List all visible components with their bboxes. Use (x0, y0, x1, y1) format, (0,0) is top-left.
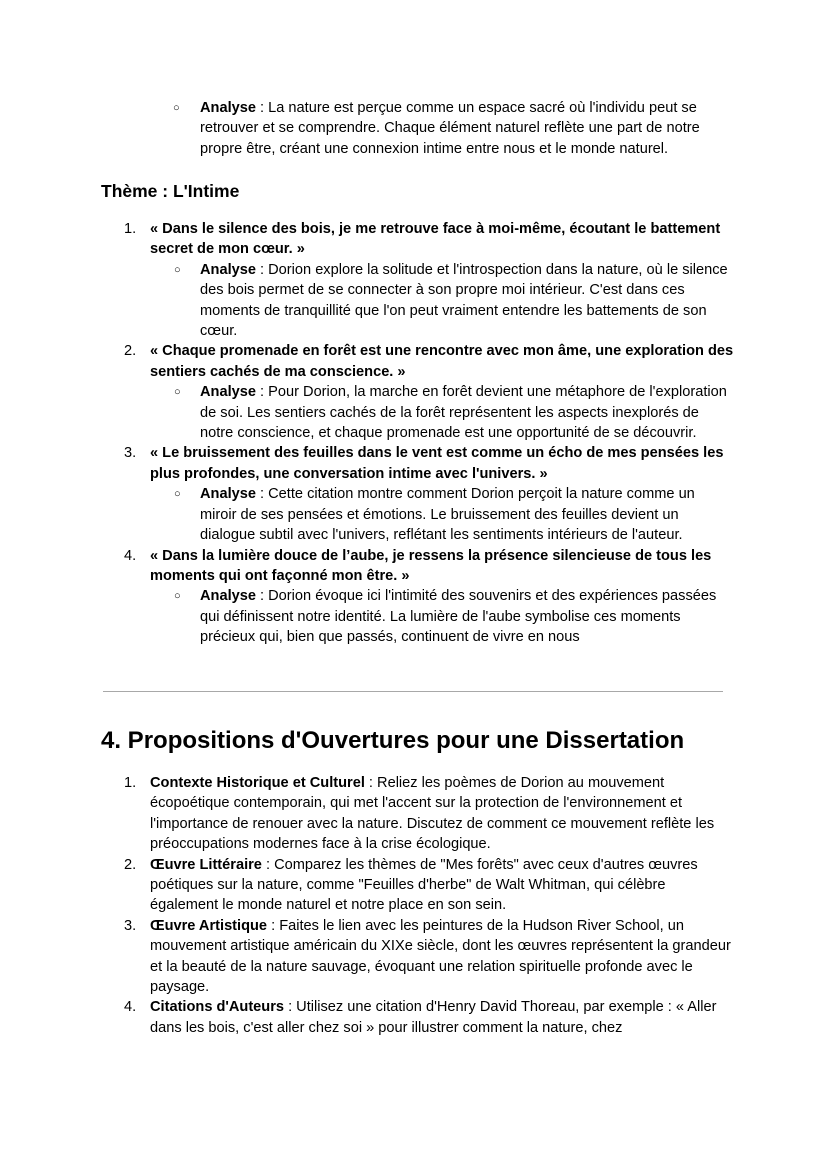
hollow-bullet-icon: ○ (174, 386, 181, 399)
item-label: Œuvre Artistique (150, 917, 268, 934)
list-item (124, 997, 734, 1038)
list-item (124, 855, 734, 916)
theme-quote-list (124, 219, 734, 648)
list-item (124, 219, 734, 341)
quote-text: « Le bruissement des feuilles dans le vent est comme un écho de mes pensées les plus profondes, une conversation intime avec l'univers. » (150, 445, 724, 482)
section-heading: 4. Propositions d'Ouvertures pour une Dissertation (101, 727, 685, 754)
hollow-bullet-icon: ○ (174, 263, 181, 276)
theme-heading: Thème : L'Intime (101, 181, 240, 201)
analysis-label: Analyse (200, 486, 256, 503)
item-number: 3. (124, 445, 137, 462)
analysis-label: Analyse (200, 384, 256, 401)
item-label: Citations d'Auteurs (150, 999, 285, 1016)
item-number: 1. (124, 775, 137, 791)
item-text: : Reliez les poèmes de Dorion au mouvement écopoétique contemporain, qui met l'accent sur la protection de l'environnement et l'importance de renouer avec la nature. Discutez de comment ce mouvement reflète les préoccupations modernes face à la crise écologique. (150, 775, 715, 853)
hollow-bullet-icon: ○ (174, 590, 181, 603)
analysis-body: : La nature est perçue comme un espace sacré où l'individu peut se retrouver et se comprendre. Chaque élément naturel reflète une part de notre propre être, créant une connexion intime entre nous et le monde naturel. (200, 100, 700, 157)
item-text: : Utilisez une citation d'Henry David Thoreau, par exemple : « Aller dans les bois, c'est aller chez soi » pour illustrer comment la nature, chez (150, 999, 717, 1036)
item-number: 2. (124, 343, 137, 360)
item-number: 4. (124, 999, 137, 1016)
item-number: 1. (124, 221, 137, 237)
analysis-bullet (174, 260, 734, 342)
analysis-body: : Dorion explore la solitude et l'introspection dans la nature, où le silence des bois permet de se connecter à son propre moi intérieur. C'est dans ces moments de tranquillité que l'on peut vraiment entendre les battements de son cœur. (200, 261, 728, 340)
list-item (124, 443, 734, 545)
item-label: Œuvre Littéraire (150, 856, 262, 873)
item-label: Contexte Historique et Culturel (150, 775, 365, 791)
item-number: 2. (124, 856, 137, 873)
item-number: 4. (124, 547, 137, 564)
intro-analysis-bullet (173, 98, 733, 159)
analysis-body: : Dorion évoque ici l'intimité des souvenirs et des expériences passées qui définissent notre identité. La lumière de l'aube symbolise ces moments précieux qui, bien que passés, continuent de vivre en nous (200, 588, 717, 646)
list-item (124, 773, 734, 855)
list-item (124, 546, 734, 648)
horizontal-divider (103, 691, 723, 692)
openings-list (124, 773, 734, 1038)
hollow-bullet-icon: ○ (174, 488, 181, 501)
analysis-label: Analyse (200, 100, 256, 116)
list-item (124, 341, 734, 443)
item-text: : Faites le lien avec les peintures de la Hudson River School, un mouvement artistique américain du XIXe siècle, dont les œuvres représentent la grandeur et la beauté de la nature sauvage, évoquant une relation spirituelle profonde avec le paysage. (150, 917, 731, 996)
hollow-bullet-icon: ○ (173, 102, 180, 114)
item-text: : Comparez les thèmes de "Mes forêts" avec ceux d'autres œuvres poétiques sur la nature, comme "Feuilles d'herbe" de Walt Whitman, qui célèbre également le monde naturel et notre place en son sein. (150, 856, 698, 914)
analysis-bullet (174, 484, 734, 545)
quote-text: « Dans la lumière douce de l’aube, je ressens la présence silencieuse de tous les moments qui ont façonné mon être. » (150, 547, 712, 584)
intro-analysis-text (200, 98, 733, 159)
analysis-label: Analyse (200, 588, 256, 605)
item-number: 3. (124, 917, 137, 934)
quote-text: « Dans le silence des bois, je me retrouve face à moi-même, écoutant le battement secret de mon cœur. » (150, 221, 721, 258)
analysis-bullet (174, 382, 734, 443)
list-item (124, 916, 734, 998)
analysis-bullet (174, 586, 734, 647)
quote-text: « Chaque promenade en forêt est une rencontre avec mon âme, une exploration des sentiers cachés de ma conscience. » (150, 343, 734, 380)
analysis-body: : Cette citation montre comment Dorion perçoit la nature comme un miroir de ses pensées et émotions. Le bruissement des feuilles devient un dialogue subtil avec l'univers, reflétant les sentiments intérieurs de l'auteur. (200, 486, 695, 544)
analysis-label: Analyse (200, 261, 256, 278)
analysis-body: : Pour Dorion, la marche en forêt devient une métaphore de l'exploration de soi. Les sentiers cachés de la forêt représentent les aspects inexplorés de notre conscience, et chaque promenade est une opportunité de se découvrir. (200, 384, 727, 442)
